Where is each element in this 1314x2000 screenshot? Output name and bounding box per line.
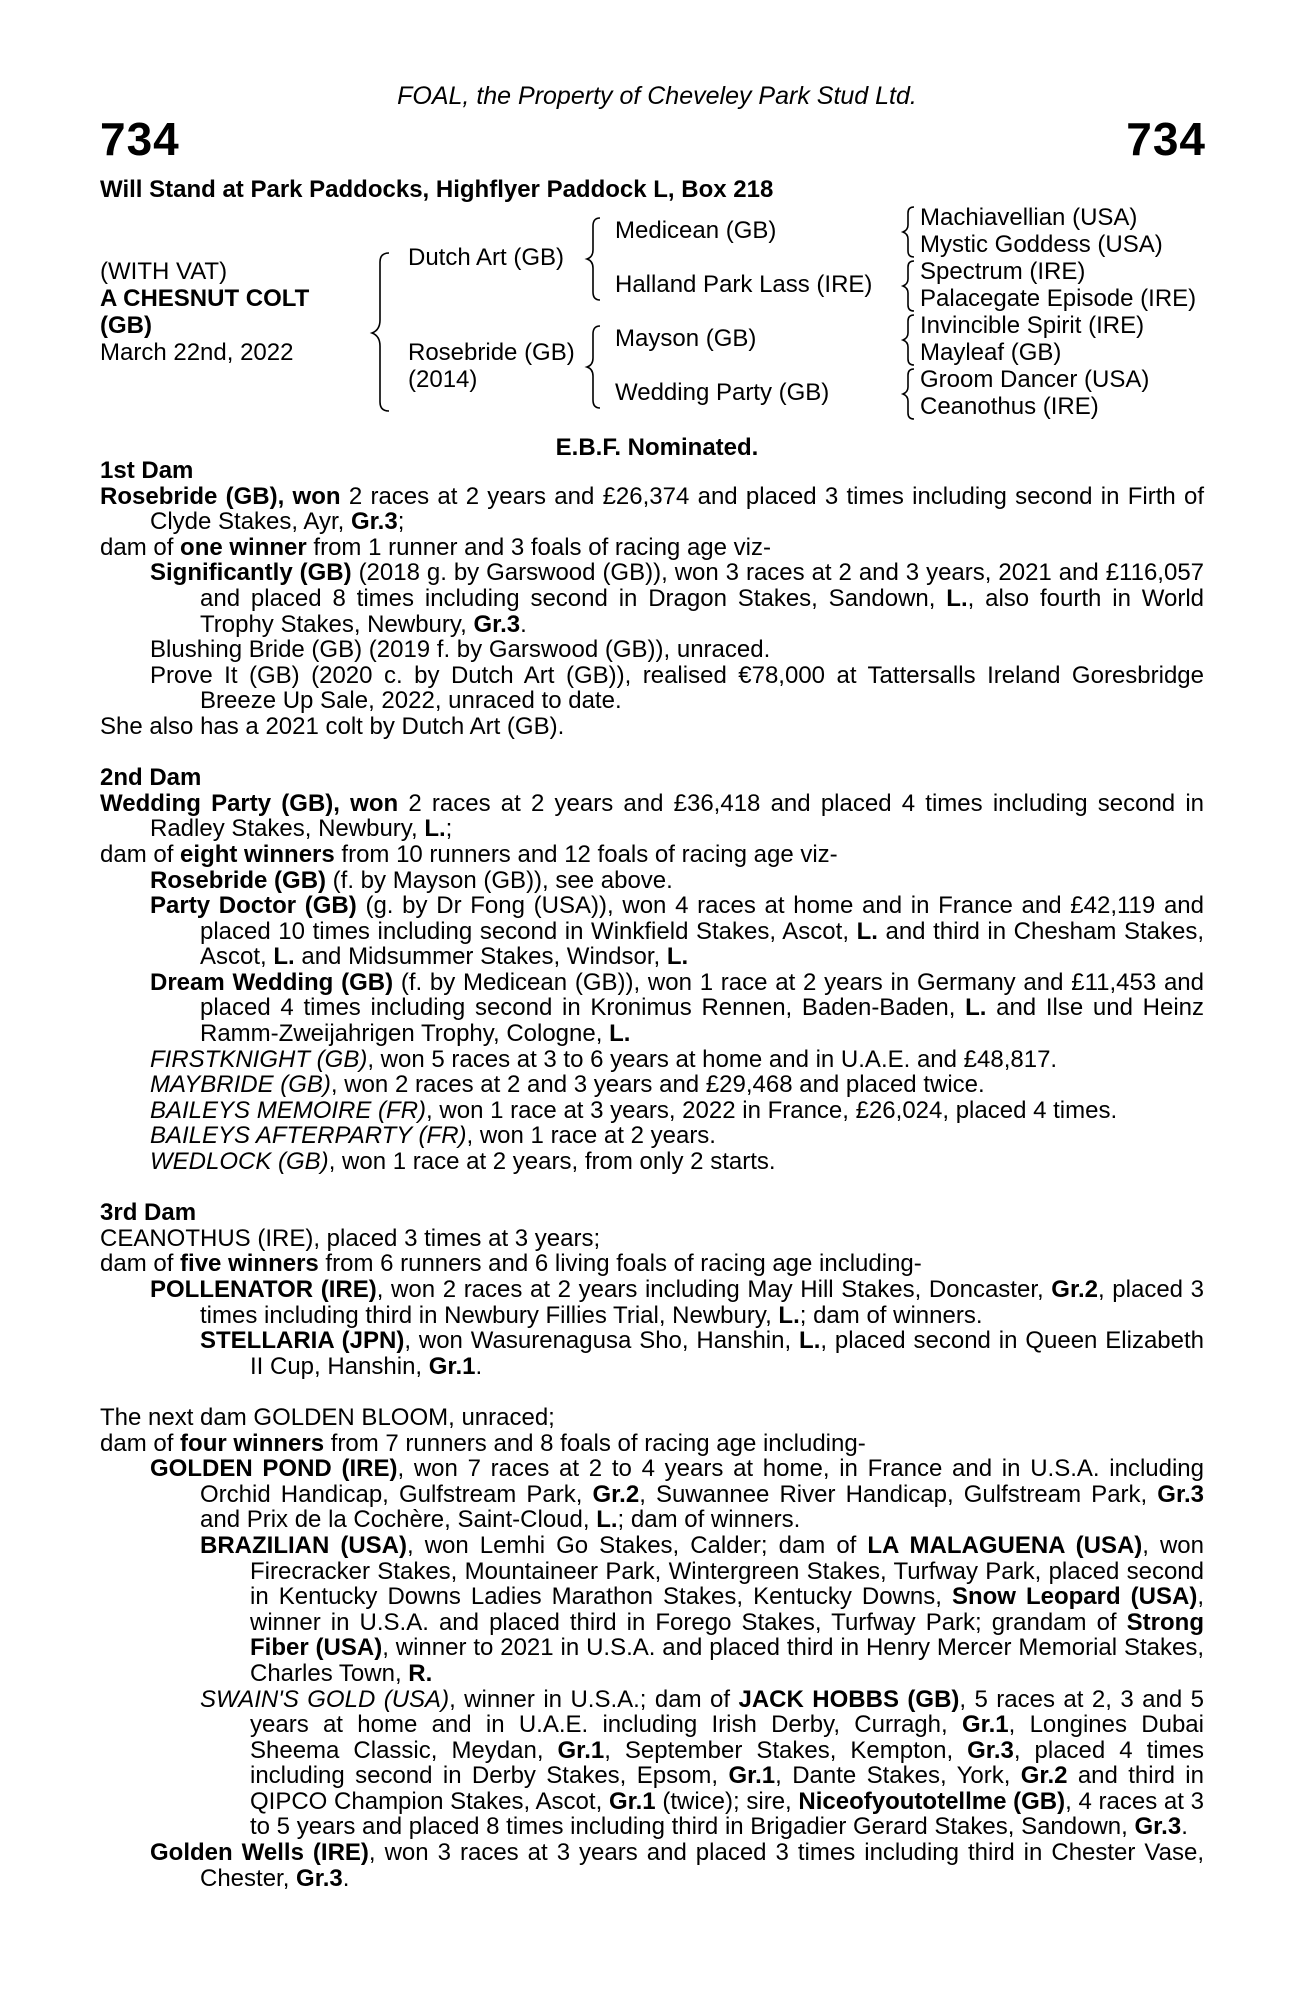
grade: L. — [273, 943, 295, 971]
grade: Gr.1 — [961, 1711, 1009, 1739]
produce-entry: Prove It (GB) (2020 c. by Dutch Art (GB)), realised €78,000 at Tattersalls Ireland Goresbridge Breeze Up Sale, 2022, unraced to date. — [150, 661, 1204, 715]
property-line: FOAL, the Property of Cheveley Park Stud Ltd. — [397, 82, 917, 110]
lot-number-right: 734 — [1126, 113, 1206, 165]
race-text: , Suwannee River Handicap, Gulfstream Park, — [639, 1480, 1158, 1508]
race-text: . — [520, 610, 527, 638]
horse-name: BRAZILIAN (USA) — [200, 1531, 407, 1559]
bracket-g1 — [903, 207, 914, 257]
ancestor-7: Groom Dancer (USA) — [920, 366, 1150, 393]
race-text: , winner in U.S.A.; dam of — [449, 1685, 739, 1713]
grade: R. — [408, 1659, 433, 1687]
horse-name: Significantly (GB) — [150, 559, 352, 587]
grade: L. — [666, 943, 689, 971]
text: dam of — [100, 533, 181, 561]
ancestor-3: Spectrum (IRE) — [920, 258, 1086, 285]
race-text: and third in Chesham Stakes, Ascot, — [200, 917, 1204, 971]
text: from 6 runners and 6 living foals of racing age including- — [318, 1250, 922, 1278]
next-dam-record: The next dam GOLDEN BLOOM, unraced; — [100, 1403, 555, 1431]
race-text: and third in QIPCO Champion Stakes, Ascot, — [250, 1762, 1204, 1815]
horse-name: Golden Wells (IRE) — [150, 1839, 369, 1867]
produce-entry — [100, 1098, 1204, 1124]
text: dam of — [100, 1429, 181, 1457]
horse-name: POLLENATOR (IRE) — [150, 1276, 377, 1303]
race-text: , placed second in Queen Elizabeth II Cup, Hanshin, — [250, 1327, 1205, 1380]
produce-entry — [100, 970, 1204, 1047]
produce-entry — [100, 1456, 1204, 1533]
horse-name: BAILEYS MEMOIRE (FR) — [150, 1096, 427, 1124]
grade: Gr.3 — [1157, 1480, 1204, 1508]
winner-count: one winner — [180, 533, 307, 561]
grade: L. — [799, 1327, 821, 1355]
race-text: , won 7 races at 2 to 4 years at home, in France and in U.S.A. including Orchid Handicap, Gulfstream Park, — [200, 1455, 1205, 1508]
race-text: , won 3 races at 3 years and placed 3 times including third in Chester Vase, Chester, — [200, 1839, 1204, 1892]
grade: L. — [965, 994, 987, 1022]
grade: Gr.3 — [351, 508, 398, 536]
race-text: , won Lemhi Go Stakes, Calder; dam of — [407, 1531, 868, 1559]
won-label: , won — [277, 482, 341, 510]
grade: Gr.3 — [473, 610, 521, 638]
horse-name: Snow Leopard (USA) — [951, 1583, 1198, 1611]
bracket-dam — [587, 326, 600, 408]
additional-produce: She also has a 2021 colt by Dutch Art (GB). — [100, 712, 565, 740]
dam-line1: Rosebride (GB) — [408, 339, 575, 366]
race-text: , won Wasurenagusa Sho, Hanshin, — [404, 1327, 800, 1355]
grade: Gr.3 — [1134, 1813, 1182, 1841]
horse-name: BAILEYS AFTERPARTY (FR) — [150, 1122, 467, 1150]
race-text: ; dam of winners. — [617, 1506, 801, 1534]
race-text: (twice); sire, — [655, 1787, 799, 1815]
grade: L. — [609, 1020, 631, 1048]
horse-name: GOLDEN POND (IRE) — [150, 1455, 398, 1483]
grade: Gr.2 — [1020, 1762, 1068, 1790]
race-text: , won 2 races at 2 years including May Hill Stakes, Doncaster, — [376, 1276, 1052, 1303]
horse-name: Rosebride (GB) — [100, 482, 278, 510]
race-text: (f. by Mayson (GB)), see above. — [326, 866, 673, 894]
subject-name-line1: A CHESNUT COLT — [100, 285, 310, 312]
foaling-date: March 22nd, 2022 — [100, 339, 294, 366]
winner-count: five winners — [180, 1250, 319, 1278]
race-text: ; — [445, 815, 453, 843]
produce-entry: Blushing Bride (GB) (2019 f. by Garswood (GB)), unraced. — [150, 636, 771, 664]
horse-name: MAYBRIDE (GB) — [150, 1071, 331, 1099]
produce-entry — [100, 1047, 1204, 1073]
sire: Dutch Art (GB) — [408, 244, 565, 271]
race-text: ; dam of winners. — [799, 1301, 983, 1329]
grade: Gr.1 — [608, 1787, 656, 1815]
bracket-g2 — [903, 261, 914, 311]
race-text: , 5 races at 2, 3 and 5 years at home and in U.A.E. including Irish Derby, Curragh, — [250, 1685, 1204, 1739]
winner-count: four winners — [180, 1429, 325, 1457]
race-text: . — [342, 1864, 350, 1892]
race-text: , September Stakes, Kempton, — [604, 1736, 968, 1764]
ancestor-2: Mystic Goddess (USA) — [920, 231, 1163, 258]
won-label: , won — [333, 789, 399, 817]
text: dam of — [100, 1250, 181, 1278]
ancestor-8: Ceanothus (IRE) — [920, 393, 1099, 420]
grade: L. — [856, 917, 878, 945]
horse-name: Strong Fiber (USA) — [250, 1608, 1204, 1662]
dam-of-line — [100, 535, 1204, 561]
race-text: . — [475, 1352, 483, 1380]
race-text: , Longines Dubai Sheema Classic, Meydan, — [250, 1711, 1204, 1764]
dam-sire: Mayson (GB) — [615, 325, 757, 352]
bracket-sire — [587, 218, 600, 300]
text: from 1 runner and 3 foals of racing age viz- — [306, 533, 771, 561]
grade: Gr.1 — [557, 1736, 605, 1764]
grade: L. — [778, 1301, 800, 1329]
race-text: , placed 3 times including third in Newbury Fillies Trial, Newbury, — [200, 1276, 1205, 1329]
horse-name: Rosebride (GB) — [150, 866, 327, 894]
race-text: , won 1 race at 3 years, 2022 in France, £26,024, placed 4 times. — [426, 1096, 1118, 1124]
first-dam-heading: 1st Dam — [100, 457, 194, 484]
horse-name: Dream Wedding (GB) — [150, 968, 394, 996]
race-text: 2 races at 2 years and £36,418 and placed 4 times including second in Radley Stakes, Newbury, — [150, 789, 1205, 843]
ancestor-4: Palacegate Episode (IRE) — [920, 285, 1197, 312]
race-text: , won 2 races at 2 and 3 years and £29,468 and placed twice. — [330, 1071, 985, 1099]
produce-entry — [100, 893, 1204, 970]
race-text: , Dante Stakes, York, — [775, 1762, 1021, 1790]
race-text: and Prix de la Cochère, Saint-Cloud, — [200, 1506, 597, 1534]
horse-name: LA MALAGUENA (USA) — [867, 1531, 1143, 1559]
race-text: (f. by Medicean (GB)), won 1 race at 2 years in Germany and £11,453 and placed 4 times including second in Kronimus Rennen, Baden-Baden, — [200, 968, 1204, 1022]
horse-name: Wedding Party (GB) — [100, 789, 334, 817]
produce-entry — [100, 1149, 1204, 1175]
ebf-nominated: E.B.F. Nominated. — [555, 434, 759, 461]
race-text: , 4 races at 3 to 5 years and placed 8 times including third in Brigadier Gerard Stakes, Sandown, — [250, 1787, 1204, 1841]
race-text: 2 races at 2 years and £26,374 and placed 3 times including second in Firth of Clyde Stakes, Ayr, — [150, 482, 1205, 536]
race-text: . — [1181, 1813, 1188, 1841]
horse-name: SWAIN'S GOLD (USA) — [200, 1685, 450, 1713]
horse-name: WEDLOCK (GB) — [150, 1148, 329, 1176]
race-text: , won 1 race at 2 years, from only 2 starts. — [328, 1148, 776, 1176]
race-text: , winner in U.S.A. and placed third in Forego Stakes, Turfway Park; grandam of — [250, 1583, 1205, 1636]
dam-line2: (2014) — [408, 366, 478, 393]
produce-entry — [100, 1533, 1204, 1687]
pedigree-brackets — [0, 0, 1314, 430]
grade: Gr.3 — [967, 1736, 1014, 1764]
text: dam of — [100, 840, 181, 868]
grade: Gr.1 — [728, 1762, 776, 1790]
grade: L. — [596, 1506, 618, 1534]
second-dam-record — [100, 791, 1204, 842]
race-text: , won 1 race at 2 years. — [466, 1122, 716, 1150]
race-text: , won 5 races at 3 to 6 years at home and in U.A.E. and £48,817. — [367, 1045, 1058, 1073]
dam-of-line — [100, 1431, 1204, 1457]
vat-note: (WITH VAT) — [100, 258, 228, 285]
race-text: and Ilse und Heinz Ramm-Zweijahrigen Trophy, Cologne, — [200, 994, 1204, 1048]
produce-entry — [100, 1123, 1204, 1149]
sire-sire: Medicean (GB) — [615, 217, 777, 244]
grade: L. — [946, 584, 968, 612]
grade: Gr.3 — [296, 1864, 343, 1892]
third-dam-heading: 3rd Dam — [100, 1199, 197, 1227]
horse-name: Party Doctor (GB) — [150, 892, 357, 920]
race-text: and Midsummer Stakes, Windsor, — [294, 943, 667, 971]
race-text: (g. by Dr Fong (USA)), won 4 races at home and in France and £42,119 and placed 10 times including second in Winkfield Stakes, Ascot, — [200, 892, 1205, 945]
race-text: , winner to 2021 in U.S.A. and placed third in Henry Mercer Memorial Stakes, Charles Town, — [250, 1634, 1204, 1687]
grade: Gr.2 — [1051, 1276, 1098, 1303]
sire-dam: Halland Park Lass (IRE) — [615, 271, 873, 298]
bracket-main — [372, 253, 389, 411]
race-text: , won Firecracker Stakes, Mountaineer Park, Wintergreen Stakes, Turfway Park, placed second in Kentucky Downs Ladies Marathon Stakes, Kentucky Downs, — [250, 1531, 1204, 1611]
produce-entry — [100, 1840, 1204, 1891]
race-text: , also fourth in World Trophy Stakes, Newbury, — [200, 584, 1205, 638]
lot-number-left: 734 — [100, 113, 180, 165]
horse-name: Niceofyoutotellme (GB) — [798, 1787, 1066, 1815]
produce-entry — [100, 1328, 1204, 1379]
first-dam-record — [100, 484, 1204, 535]
dam-dam: Wedding Party (GB) — [615, 379, 830, 406]
produce-entry — [100, 868, 1204, 894]
ancestor-6: Mayleaf (GB) — [920, 339, 1062, 366]
text: from 10 runners and 12 foals of racing age viz- — [334, 840, 838, 868]
stand-location: Will Stand at Park Paddocks, Highflyer Paddock L, Box 218 — [100, 176, 774, 203]
dam-of-line — [100, 1251, 1204, 1277]
race-text: (2018 g. by Garswood (GB)), won 3 races at 2 and 3 years, 2021 and £116,057 and placed 8 times including second in Dragon Stakes, Sandown, — [200, 559, 1205, 612]
produce-entry — [100, 1687, 1204, 1841]
third-dam-record: CEANOTHUS (IRE), placed 3 times at 3 years; — [100, 1224, 601, 1252]
text: from 7 runners and 8 foals of racing age including- — [324, 1429, 866, 1457]
grade: Gr.1 — [428, 1352, 476, 1380]
horse-name: JACK HOBBS (GB) — [738, 1685, 960, 1713]
produce-entry — [100, 1072, 1204, 1098]
ancestor-5: Invincible Spirit (IRE) — [920, 312, 1145, 339]
grade: L. — [424, 815, 446, 843]
race-text: , placed 4 times including second in Derby Stakes, Epsom, — [250, 1736, 1204, 1790]
produce-record — [100, 458, 1204, 1891]
race-text: ; — [397, 508, 405, 536]
second-dam-heading: 2nd Dam — [100, 764, 202, 792]
subject-name-line2: (GB) — [100, 312, 152, 339]
produce-entry — [100, 1277, 1204, 1328]
horse-name: FIRSTKNIGHT (GB) — [150, 1045, 368, 1073]
bracket-g4 — [903, 369, 914, 419]
ancestor-1: Machiavellian (USA) — [920, 204, 1138, 231]
grade: Gr.2 — [592, 1480, 640, 1508]
produce-entry — [100, 560, 1204, 637]
dam-of-line — [100, 842, 1204, 868]
horse-name: STELLARIA (JPN) — [200, 1327, 405, 1355]
bracket-g3 — [903, 315, 914, 365]
winner-count: eight winners — [180, 840, 335, 868]
